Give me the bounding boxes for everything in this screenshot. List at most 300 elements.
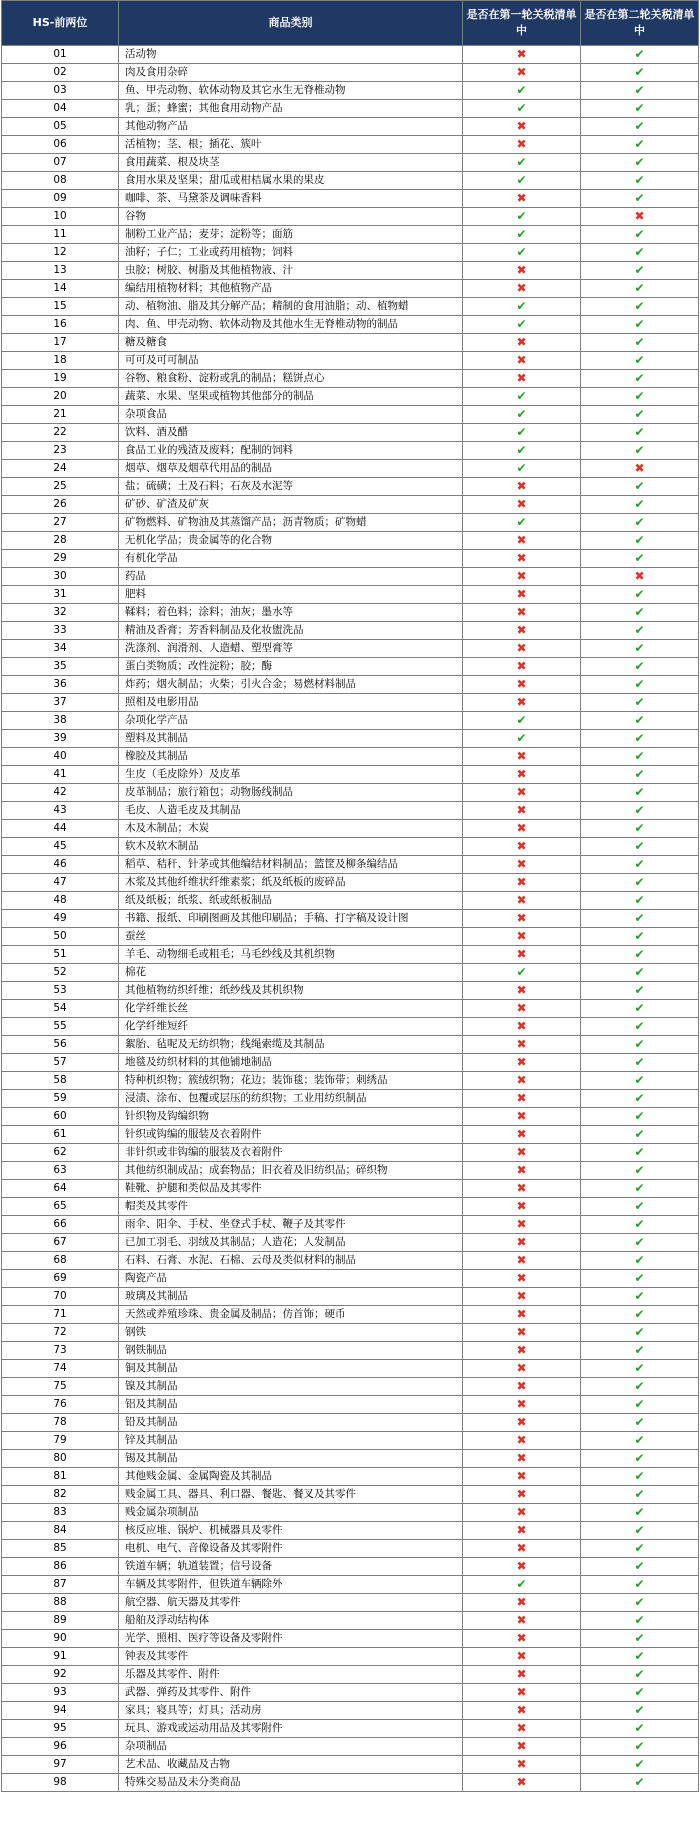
round1-status-cell xyxy=(463,1198,581,1216)
cross-icon: ✖ xyxy=(516,767,527,781)
check-icon: ✔ xyxy=(634,281,645,295)
table-body xyxy=(2,46,699,1792)
round1-status-cell xyxy=(463,316,581,334)
round2-status-cell xyxy=(581,244,699,262)
check-icon: ✔ xyxy=(634,83,645,97)
category-cell: 编结用植物材料；其他植物产品 xyxy=(119,280,463,298)
check-icon: ✔ xyxy=(516,515,527,529)
cross-icon: ✖ xyxy=(516,1109,527,1123)
cross-icon: ✖ xyxy=(516,1469,527,1483)
round2-status-cell xyxy=(581,658,699,676)
hs-code-cell: 79 xyxy=(2,1432,119,1450)
hs-code-cell: 62 xyxy=(2,1144,119,1162)
round2-status-cell xyxy=(581,568,699,586)
round1-status-cell xyxy=(463,1594,581,1612)
table-row xyxy=(2,64,699,82)
round1-status-cell xyxy=(463,172,581,190)
round2-status-cell xyxy=(581,604,699,622)
round1-status-cell xyxy=(463,298,581,316)
check-icon: ✔ xyxy=(634,1757,645,1771)
category-cell: 盐；硫磺；土及石料；石灰及水泥等 xyxy=(119,478,463,496)
table-row xyxy=(2,892,699,910)
table-header xyxy=(2,1,699,46)
round2-status-cell xyxy=(581,100,699,118)
hs-code-cell: 13 xyxy=(2,262,119,280)
table-row xyxy=(2,208,699,226)
category-cell: 咖啡、茶、马黛茶及调味香料 xyxy=(119,190,463,208)
table-row xyxy=(2,406,699,424)
hs-code-cell: 41 xyxy=(2,766,119,784)
round2-status-cell xyxy=(581,874,699,892)
hs-code-cell: 90 xyxy=(2,1630,119,1648)
round2-status-cell xyxy=(581,64,699,82)
cross-icon: ✖ xyxy=(516,1145,527,1159)
check-icon: ✔ xyxy=(634,389,645,403)
hs-code-cell: 31 xyxy=(2,586,119,604)
check-icon: ✔ xyxy=(634,785,645,799)
tariff-table xyxy=(1,0,699,1792)
check-icon: ✔ xyxy=(634,1433,645,1447)
round2-status-cell xyxy=(581,1126,699,1144)
cross-icon: ✖ xyxy=(516,569,527,583)
check-icon: ✔ xyxy=(634,587,645,601)
check-icon: ✔ xyxy=(634,641,645,655)
category-cell: 木及木制品；木炭 xyxy=(119,820,463,838)
cross-icon: ✖ xyxy=(516,677,527,691)
cross-icon: ✖ xyxy=(516,929,527,943)
category-cell: 食品工业的残渣及废料；配制的饲料 xyxy=(119,442,463,460)
check-icon: ✔ xyxy=(634,1469,645,1483)
category-cell: 针织物及钩编织物 xyxy=(119,1108,463,1126)
cross-icon: ✖ xyxy=(516,1073,527,1087)
round1-status-cell xyxy=(463,1144,581,1162)
round1-status-cell xyxy=(463,1540,581,1558)
check-icon: ✔ xyxy=(634,1055,645,1069)
round2-status-cell xyxy=(581,514,699,532)
check-icon: ✔ xyxy=(516,245,527,259)
round1-status-cell xyxy=(463,1702,581,1720)
round1-status-cell xyxy=(463,1504,581,1522)
check-icon: ✔ xyxy=(634,1721,645,1735)
round1-status-cell xyxy=(463,712,581,730)
hs-code-cell: 72 xyxy=(2,1324,119,1342)
table-row xyxy=(2,1126,699,1144)
category-cell: 油籽；子仁；工业或药用植物；饲料 xyxy=(119,244,463,262)
category-cell: 铁道车辆；轨道装置；信号设备 xyxy=(119,1558,463,1576)
check-icon: ✔ xyxy=(516,83,527,97)
check-icon: ✔ xyxy=(634,965,645,979)
round1-status-cell xyxy=(463,1126,581,1144)
round2-status-cell xyxy=(581,1018,699,1036)
check-icon: ✔ xyxy=(634,839,645,853)
hs-code-cell: 89 xyxy=(2,1612,119,1630)
cross-icon: ✖ xyxy=(516,1181,527,1195)
category-cell: 纸及纸板；纸浆、纸或纸板制品 xyxy=(119,892,463,910)
round1-status-cell xyxy=(463,1576,581,1594)
hs-code-cell: 58 xyxy=(2,1072,119,1090)
round1-status-cell xyxy=(463,262,581,280)
round1-status-cell xyxy=(463,1072,581,1090)
category-cell: 杂项食品 xyxy=(119,406,463,424)
round2-status-cell xyxy=(581,118,699,136)
round1-status-cell xyxy=(463,280,581,298)
check-icon: ✔ xyxy=(634,1307,645,1321)
check-icon: ✔ xyxy=(634,407,645,421)
round2-status-cell xyxy=(581,964,699,982)
round1-status-cell xyxy=(463,928,581,946)
round1-status-cell xyxy=(463,1468,581,1486)
hs-code-cell: 18 xyxy=(2,352,119,370)
round2-status-cell xyxy=(581,1360,699,1378)
round1-status-cell xyxy=(463,1666,581,1684)
table-row xyxy=(2,226,699,244)
hs-code-cell: 48 xyxy=(2,892,119,910)
cross-icon: ✖ xyxy=(516,641,527,655)
hs-code-cell: 68 xyxy=(2,1252,119,1270)
check-icon: ✔ xyxy=(634,1361,645,1375)
round2-status-cell xyxy=(581,1234,699,1252)
check-icon: ✔ xyxy=(634,1451,645,1465)
round1-status-cell xyxy=(463,1378,581,1396)
check-icon: ✔ xyxy=(516,227,527,241)
check-icon: ✔ xyxy=(634,497,645,511)
table-row xyxy=(2,1468,699,1486)
hs-code-cell: 71 xyxy=(2,1306,119,1324)
hs-code-cell: 61 xyxy=(2,1126,119,1144)
category-cell: 陶瓷产品 xyxy=(119,1270,463,1288)
round1-status-cell xyxy=(463,1486,581,1504)
table-row xyxy=(2,424,699,442)
check-icon: ✔ xyxy=(516,731,527,745)
table-row xyxy=(2,190,699,208)
round1-status-cell xyxy=(463,1018,581,1036)
category-cell: 浸渍、涂布、包覆或层压的纺织物；工业用纺织制品 xyxy=(119,1090,463,1108)
table-row xyxy=(2,1486,699,1504)
table-row xyxy=(2,676,699,694)
hs-code-cell: 07 xyxy=(2,154,119,172)
cross-icon: ✖ xyxy=(516,1325,527,1339)
hs-code-cell: 56 xyxy=(2,1036,119,1054)
category-cell: 矿物燃料、矿物油及其蒸馏产品；沥青物质；矿物蜡 xyxy=(119,514,463,532)
cross-icon: ✖ xyxy=(516,587,527,601)
table-row xyxy=(2,244,699,262)
check-icon: ✔ xyxy=(634,1487,645,1501)
category-cell: 钢铁 xyxy=(119,1324,463,1342)
check-icon: ✔ xyxy=(634,767,645,781)
table-row xyxy=(2,1000,699,1018)
hs-code-cell: 32 xyxy=(2,604,119,622)
round1-status-cell xyxy=(463,1738,581,1756)
table-row xyxy=(2,46,699,64)
check-icon: ✔ xyxy=(634,317,645,331)
category-cell: 光学、照相、医疗等设备及零附件 xyxy=(119,1630,463,1648)
round1-status-cell xyxy=(463,568,581,586)
category-cell: 稻草、秸秆、针茅或其他编结材料制品；篮筐及柳条编结品 xyxy=(119,856,463,874)
check-icon: ✔ xyxy=(634,875,645,889)
round2-status-cell xyxy=(581,1072,699,1090)
table-row xyxy=(2,1378,699,1396)
category-cell: 糖及糖食 xyxy=(119,334,463,352)
table-row xyxy=(2,316,699,334)
hs-code-cell: 15 xyxy=(2,298,119,316)
check-icon: ✔ xyxy=(634,1109,645,1123)
hs-code-cell: 34 xyxy=(2,640,119,658)
check-icon: ✔ xyxy=(634,479,645,493)
hs-code-cell: 81 xyxy=(2,1468,119,1486)
table-row xyxy=(2,532,699,550)
round1-status-cell xyxy=(463,1162,581,1180)
round2-status-cell xyxy=(581,1756,699,1774)
check-icon: ✔ xyxy=(634,1181,645,1195)
category-cell: 书籍、报纸、印刷图画及其他印刷品；手稿、打字稿及设计图 xyxy=(119,910,463,928)
table-row xyxy=(2,1090,699,1108)
round2-status-cell xyxy=(581,1522,699,1540)
hs-code-cell: 60 xyxy=(2,1108,119,1126)
round1-status-cell xyxy=(463,1774,581,1792)
table-row xyxy=(2,730,699,748)
category-cell: 木浆及其他纤维状纤维素浆；纸及纸板的废碎品 xyxy=(119,874,463,892)
check-icon: ✔ xyxy=(634,1685,645,1699)
check-icon: ✔ xyxy=(516,317,527,331)
table-row xyxy=(2,478,699,496)
round2-status-cell xyxy=(581,1450,699,1468)
cross-icon: ✖ xyxy=(516,191,527,205)
round2-status-cell xyxy=(581,838,699,856)
cross-icon: ✖ xyxy=(516,335,527,349)
category-cell: 烟草、烟草及烟草代用品的制品 xyxy=(119,460,463,478)
hs-code-cell: 54 xyxy=(2,1000,119,1018)
check-icon: ✔ xyxy=(634,1703,645,1717)
category-cell: 其他贱金属、金属陶瓷及其制品 xyxy=(119,1468,463,1486)
table-row xyxy=(2,622,699,640)
category-cell: 锡及其制品 xyxy=(119,1450,463,1468)
cross-icon: ✖ xyxy=(516,1415,527,1429)
hs-code-cell: 25 xyxy=(2,478,119,496)
cross-icon: ✖ xyxy=(516,1199,527,1213)
round2-status-cell xyxy=(581,388,699,406)
category-cell: 针织或钩编的服装及衣着附件 xyxy=(119,1126,463,1144)
table-row xyxy=(2,1450,699,1468)
table-row xyxy=(2,334,699,352)
category-cell: 棉花 xyxy=(119,964,463,982)
check-icon: ✔ xyxy=(634,911,645,925)
category-cell: 铜及其制品 xyxy=(119,1360,463,1378)
table-row xyxy=(2,1756,699,1774)
round2-status-cell xyxy=(581,226,699,244)
cross-icon: ✖ xyxy=(516,1523,527,1537)
hs-code-cell: 19 xyxy=(2,370,119,388)
round2-status-cell xyxy=(581,1468,699,1486)
hs-code-cell: 86 xyxy=(2,1558,119,1576)
check-icon: ✔ xyxy=(634,1271,645,1285)
cross-icon: ✖ xyxy=(516,1379,527,1393)
category-cell: 生皮（毛皮除外）及皮革 xyxy=(119,766,463,784)
round2-status-cell xyxy=(581,1000,699,1018)
category-cell: 有机化学品 xyxy=(119,550,463,568)
round1-status-cell xyxy=(463,640,581,658)
check-icon: ✔ xyxy=(634,191,645,205)
round2-status-cell xyxy=(581,316,699,334)
hs-code-cell: 16 xyxy=(2,316,119,334)
table-row xyxy=(2,658,699,676)
table-row xyxy=(2,1162,699,1180)
cross-icon: ✖ xyxy=(634,461,645,475)
round2-status-cell xyxy=(581,550,699,568)
category-cell: 其他动物产品 xyxy=(119,118,463,136)
check-icon: ✔ xyxy=(634,1649,645,1663)
round1-status-cell xyxy=(463,964,581,982)
hs-code-cell: 95 xyxy=(2,1720,119,1738)
category-cell: 肥料 xyxy=(119,586,463,604)
cross-icon: ✖ xyxy=(516,1055,527,1069)
round1-status-cell xyxy=(463,334,581,352)
cross-icon: ✖ xyxy=(516,1091,527,1105)
table-row xyxy=(2,784,699,802)
check-icon: ✔ xyxy=(634,1775,645,1789)
hs-code-cell: 29 xyxy=(2,550,119,568)
cross-icon: ✖ xyxy=(516,839,527,853)
hs-code-cell: 57 xyxy=(2,1054,119,1072)
check-icon: ✔ xyxy=(634,425,645,439)
category-cell: 已加工羽毛、羽绒及其制品；人造花；人发制品 xyxy=(119,1234,463,1252)
cross-icon: ✖ xyxy=(516,281,527,295)
table-row xyxy=(2,1432,699,1450)
table-row xyxy=(2,1702,699,1720)
hs-code-cell: 09 xyxy=(2,190,119,208)
table-row xyxy=(2,982,699,1000)
cross-icon: ✖ xyxy=(516,1631,527,1645)
category-cell: 无机化学品；贵金属等的化合物 xyxy=(119,532,463,550)
category-cell: 车辆及其零附件，但铁道车辆除外 xyxy=(119,1576,463,1594)
round2-status-cell xyxy=(581,1558,699,1576)
round1-status-cell xyxy=(463,1324,581,1342)
hs-code-cell: 11 xyxy=(2,226,119,244)
round2-status-cell xyxy=(581,622,699,640)
hs-code-cell: 38 xyxy=(2,712,119,730)
round1-status-cell xyxy=(463,1234,581,1252)
cross-icon: ✖ xyxy=(516,803,527,817)
table-row xyxy=(2,1576,699,1594)
round1-status-cell xyxy=(463,1612,581,1630)
round1-status-cell xyxy=(463,100,581,118)
table-row xyxy=(2,1306,699,1324)
cross-icon: ✖ xyxy=(516,1163,527,1177)
category-cell: 鞋靴、护腿和类似品及其零件 xyxy=(119,1180,463,1198)
round2-status-cell xyxy=(581,766,699,784)
category-cell: 肉及食用杂碎 xyxy=(119,64,463,82)
round2-status-cell xyxy=(581,1252,699,1270)
cross-icon: ✖ xyxy=(516,983,527,997)
cross-icon: ✖ xyxy=(516,119,527,133)
table-row xyxy=(2,1180,699,1198)
round1-status-cell xyxy=(463,1396,581,1414)
table-row xyxy=(2,1036,699,1054)
round1-status-cell xyxy=(463,352,581,370)
round1-status-cell xyxy=(463,766,581,784)
hs-code-cell: 33 xyxy=(2,622,119,640)
round1-status-cell xyxy=(463,64,581,82)
hs-code-cell: 64 xyxy=(2,1180,119,1198)
hs-code-cell: 74 xyxy=(2,1360,119,1378)
round1-status-cell xyxy=(463,118,581,136)
round2-status-cell xyxy=(581,1504,699,1522)
check-icon: ✔ xyxy=(634,947,645,961)
round2-status-cell xyxy=(581,1630,699,1648)
hs-code-cell: 97 xyxy=(2,1756,119,1774)
round1-status-cell xyxy=(463,910,581,928)
table-row xyxy=(2,514,699,532)
table-row xyxy=(2,1288,699,1306)
round2-status-cell xyxy=(581,676,699,694)
round2-status-cell xyxy=(581,262,699,280)
hs-code-cell: 39 xyxy=(2,730,119,748)
category-cell: 钟表及其零件 xyxy=(119,1648,463,1666)
round1-status-cell xyxy=(463,1648,581,1666)
category-cell: 武器、弹药及其零件、附件 xyxy=(119,1684,463,1702)
table-row xyxy=(2,586,699,604)
hs-code-cell: 40 xyxy=(2,748,119,766)
table-row xyxy=(2,568,699,586)
hs-code-cell: 65 xyxy=(2,1198,119,1216)
header-round1: 是否在第一轮关税清单中 xyxy=(463,1,581,46)
hs-code-cell: 59 xyxy=(2,1090,119,1108)
round1-status-cell xyxy=(463,244,581,262)
round1-status-cell xyxy=(463,1450,581,1468)
check-icon: ✔ xyxy=(634,353,645,367)
cross-icon: ✖ xyxy=(516,1037,527,1051)
round2-status-cell xyxy=(581,1666,699,1684)
hs-code-cell: 12 xyxy=(2,244,119,262)
cross-icon: ✖ xyxy=(516,1397,527,1411)
hs-code-cell: 94 xyxy=(2,1702,119,1720)
table-row xyxy=(2,1018,699,1036)
hs-code-cell: 91 xyxy=(2,1648,119,1666)
round2-status-cell xyxy=(581,856,699,874)
category-cell: 鱼、甲壳动物、软体动物及其它水生无脊椎动物 xyxy=(119,82,463,100)
round2-status-cell xyxy=(581,154,699,172)
check-icon: ✔ xyxy=(516,101,527,115)
round1-status-cell xyxy=(463,406,581,424)
round2-status-cell xyxy=(581,1720,699,1738)
round1-status-cell xyxy=(463,802,581,820)
round2-status-cell xyxy=(581,532,699,550)
hs-code-cell: 42 xyxy=(2,784,119,802)
table-row xyxy=(2,154,699,172)
round2-status-cell xyxy=(581,1342,699,1360)
round1-status-cell xyxy=(463,424,581,442)
category-cell: 锌及其制品 xyxy=(119,1432,463,1450)
round2-status-cell xyxy=(581,82,699,100)
table-row xyxy=(2,100,699,118)
round2-status-cell xyxy=(581,1702,699,1720)
hs-code-cell: 66 xyxy=(2,1216,119,1234)
round1-status-cell xyxy=(463,1090,581,1108)
cross-icon: ✖ xyxy=(516,1433,527,1447)
check-icon: ✔ xyxy=(634,731,645,745)
round2-status-cell xyxy=(581,136,699,154)
round2-status-cell xyxy=(581,1684,699,1702)
category-cell: 玻璃及其制品 xyxy=(119,1288,463,1306)
cross-icon: ✖ xyxy=(516,1721,527,1735)
round1-status-cell xyxy=(463,1432,581,1450)
round1-status-cell xyxy=(463,1720,581,1738)
round1-status-cell xyxy=(463,496,581,514)
table-row xyxy=(2,1072,699,1090)
hs-code-cell: 08 xyxy=(2,172,119,190)
round2-status-cell xyxy=(581,982,699,1000)
check-icon: ✔ xyxy=(634,1415,645,1429)
cross-icon: ✖ xyxy=(516,875,527,889)
